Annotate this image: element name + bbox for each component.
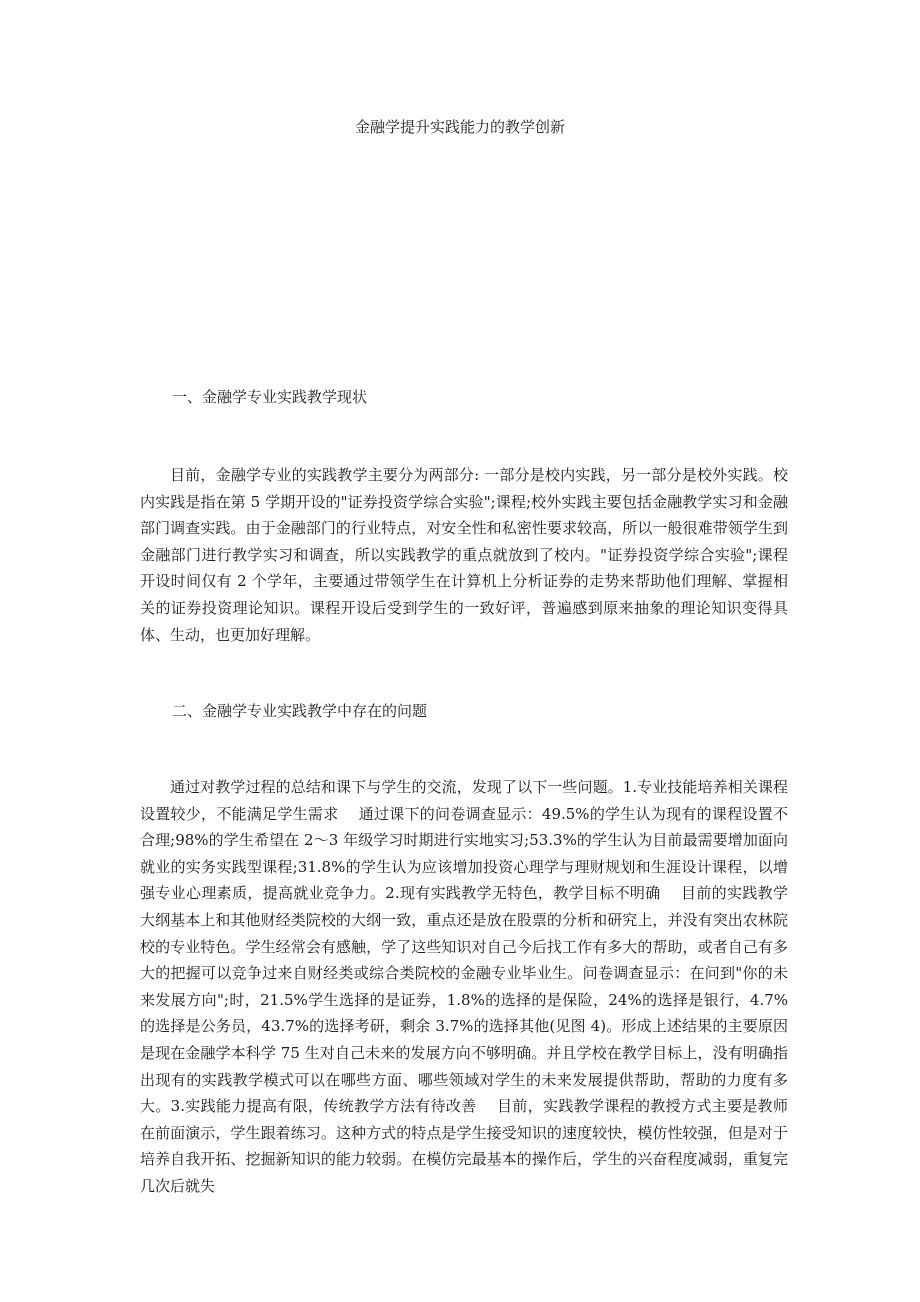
- section-paragraph-current-status: 目前，金融学专业的实践教学主要分为两部分: 一部分是校内实践，另一部分是校外实践。校内实践是指在第 5 学期开设的"证券投资学综合实验";课程;校外实践主要包括金融教学实习和金融部门调查实践。由于金融部门的行业特点，对安全性和私密性要求较高，所以一般很难带领学生到金融部门进行教学实习和调查，所以实践教学的重点就放到了校内。"证券投资学综合实验";课程开设时间仅有 2 个学年，主要通过带领学生在计算机上分析证券的走势来帮助他们理解、掌握相关的证券投资理论知识。课程开设后受到学生的一致好评，普遍感到原来抽象的理论知识变得具体、生动，也更加好理解。: [140, 466, 788, 644]
- section-heading-existing-problems: 二、金融学专业实践教学中存在的问题: [172, 702, 428, 720]
- section-paragraph-existing-problems: 通过对教学过程的总结和课下与学生的交流，发现了以下一些问题。1.专业技能培养相关课程设置较少，不能满足学生需求 通过课下的问卷调查显示：49.5%的学生认为现有的课程设置不合理;98%的学生希望在 2～3 年级学习时期进行实地实习;53.3%的学生认为目前最需要增加面向就业的实务实践型课程;31.8%的学生认为应该增加投资心理学与理财规划和生涯设计课程，以增强专业心理素质，提高就业竞争力。2.现有实践教学无特色，教学目标不明确 目前的实践教学大纲基本上和其他财经类院校的大纲一致，重点还是放在股票的分析和研究上，并没有突出农林院校的专业特色。学生经常会有感触，学了这些知识对自己今后找工作有多大的帮助，或者自己有多大的把握可以竞争过来自财经类或综合类院校的金融专业毕业生。问卷调查显示：在问到"你的未来发展方向";时，21.5%学生选择的是证券，1.8%的选择的是保险，24%的选择是银行，4.7%的选择是公务员，43.7%的选择考研，剩余 3.7%的选择其他(见图 4)。形成上述结果的主要原因是现在金融学本科学 75 生对自己未来的发展方向不够明确。并且学校在教学目标上，没有明确指出现有的实践教学模式可以在哪些方面、哪些领域对学生的未来发展提供帮助，帮助的力度有多大。3.实践能力提高有限，传统教学方法有待改善 目前，实践教学课程的教授方式主要是教师在前面演示，学生跟着练习。这种方式的特点是学生接受知识的速度较快，模仿性较强，但是对于培养自我开拓、挖掘新知识的能力较弱。在模仿完最基本的操作后，学生的兴奋程度减弱，重复完几次后就失: [140, 778, 788, 1195]
- document-title: 金融学提升实践能力的教学创新: [354, 118, 565, 136]
- section-heading-current-status: 一、金融学专业实践教学现状: [172, 388, 368, 406]
